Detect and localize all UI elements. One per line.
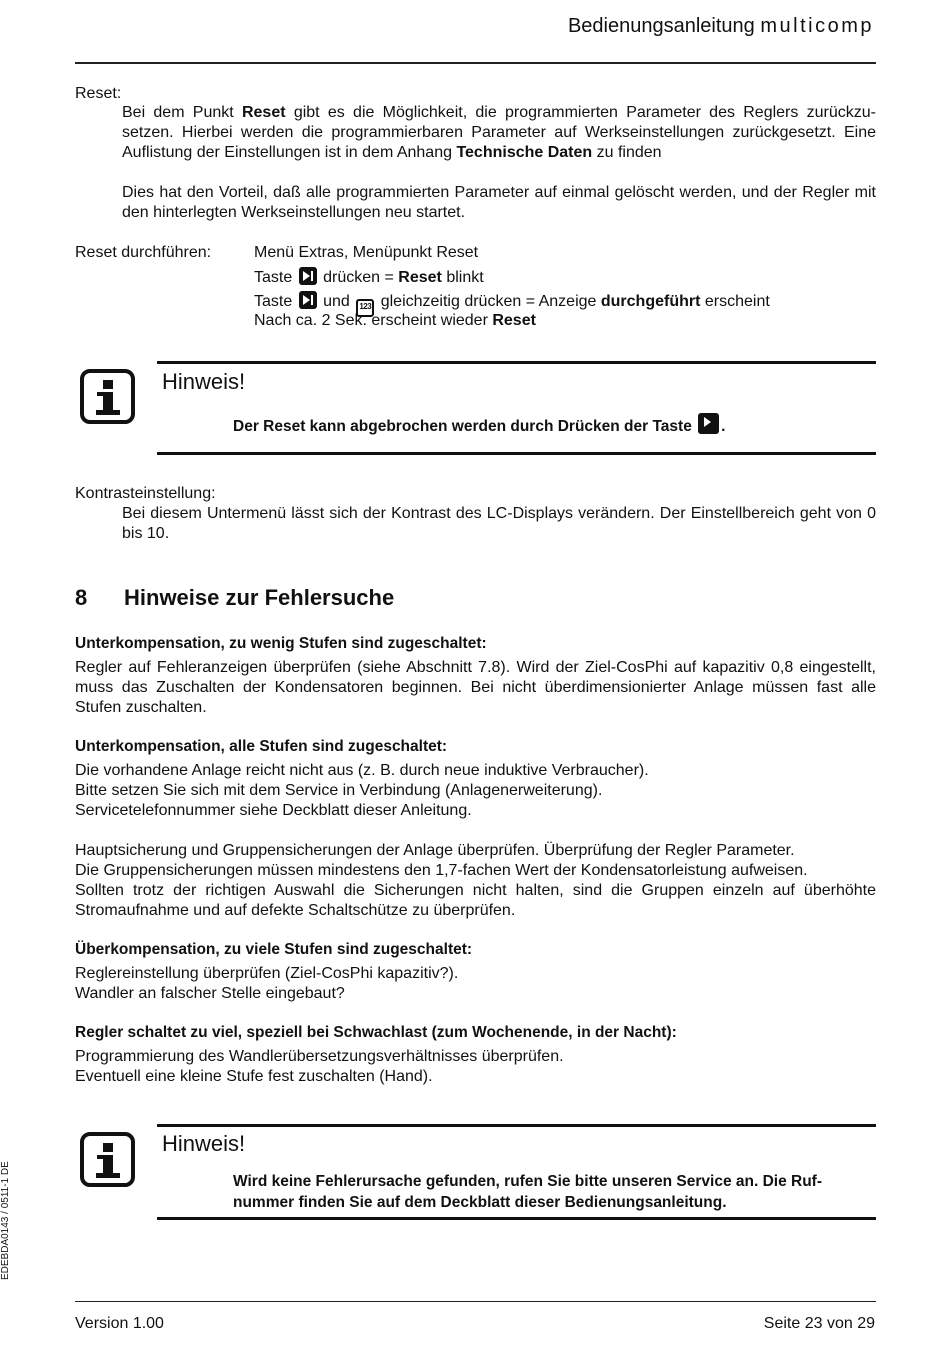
fault-text: Bitte setzen Sie sich mit dem Service in Verbindung (Anlagenerweiterung).: [75, 782, 603, 799]
fault-text: Reglereinstellung überprüfen (Ziel-CosPhi kapazitiv?).: [75, 965, 459, 982]
section-title: Hinweise zur Fehlersuche: [124, 585, 395, 610]
footer-page-number: Seite 23 von 29: [763, 1315, 875, 1332]
fault-text: Hauptsicherung und Gruppensicherungen der Anlage überprüfen. Überprüfung der Regler Parameter.: [75, 842, 795, 859]
reset-paragraph-2: Dies hat den Vorteil, daß alle programmierten Parameter auf einmal gelöscht werden, und der Regler mit den hinterlegten Werkseinstellungen neu startet.: [122, 184, 876, 221]
procedure-step-4: Nach ca. 2 Sek. erscheint wieder Reset: [254, 312, 536, 329]
skip-forward-key-icon: [299, 291, 317, 309]
reset-paragraph-1: Bei dem Punkt Reset gibt es die Möglichkeit, die programmierten Parameter des Reglers zurückzu-setzen. Hierbei werden die programmierbaren Parameter auf Werkseinstellungen zurückgesetzt. Eine Auflistung der Einstellungen ist in dem Anhang Technische Daten zu finden: [122, 104, 877, 161]
hint-text: Der Reset kann abgebrochen werden durch Drücken der Taste .: [233, 413, 873, 437]
reset-label: Reset:: [75, 85, 122, 102]
footer-rule: [75, 1301, 876, 1302]
info-icon: [80, 1132, 135, 1187]
fault-text: Die Gruppensicherungen müssen mindestens den 1,7-fachen Wert der Kondensatorleistung aufweisen.: [75, 862, 808, 879]
fault-text: Wandler an falscher Stelle eingebaut?: [75, 985, 345, 1002]
fault-text: Regler auf Fehleranzeigen überprüfen (siehe Abschnitt 7.8). Wird der Ziel-CosPhi auf kapazitiv 0,8 eingestellt, muss das Zuschalten der Kondensatoren beginnen. Bei nicht überdimensionierter Anlage müssen fast alle Stufen zuschalten.: [75, 659, 876, 716]
fault-heading: Unterkompensation, zu wenig Stufen sind zugeschaltet:: [75, 635, 487, 652]
fault-text: Eventuell eine kleine Stufe fest zuschalten (Hand).: [75, 1068, 433, 1085]
skip-forward-key-icon: [299, 267, 317, 285]
section-heading: [75, 585, 394, 611]
hint-top-rule: [157, 1124, 876, 1127]
play-key-icon: [698, 413, 719, 434]
fault-heading: Überkompensation, zu viele Stufen sind zugeschaltet:: [75, 941, 473, 958]
procedure-label: Reset durchführen:: [75, 244, 212, 261]
hint-top-rule: [157, 361, 876, 364]
info-icon: [80, 369, 135, 424]
hint-text: Wird keine Fehlerursache gefunden, rufen Sie bitte unseren Service an. Die Ruf-nummer finden Sie auf dem Deckblatt dieser Bedienungsanleitung.: [233, 1173, 823, 1211]
header-title: [568, 14, 874, 38]
fault-text: Sollten trotz der richtigen Auswahl die Sicherungen nicht halten, sind die Gruppen einzeln auf überhöhte Stromaufnahme und auf defekte Schaltschütze zu überprüfen.: [75, 882, 876, 919]
header-title-prefix: Bedienungsanleitung: [567, 15, 761, 37]
procedure-step-2: Taste drücken = Reset blinkt: [254, 269, 484, 286]
contrast-text: Bei diesem Untermenü lässt sich der Kontrast des LC-Displays verändern. Der Einstellbereich geht von 0 bis 10.: [122, 505, 876, 542]
header-title-product: multicomp: [760, 15, 874, 37]
fault-text: Servicetelefonnummer siehe Deckblatt dieser Anleitung.: [75, 802, 472, 819]
procedure-step-1: Menü Extras, Menüpunkt Reset: [254, 244, 479, 261]
fault-text: Programmierung des Wandlerübersetzungsverhältnisses überprüfen.: [75, 1048, 564, 1065]
fault-heading: Regler schaltet zu viel, speziell bei Schwachlast (zum Wochenende, in der Nacht):: [75, 1024, 677, 1041]
fault-text: Die vorhandene Anlage reicht nicht aus (z. B. durch neue induktive Verbraucher).: [75, 762, 649, 779]
header-rule: [75, 62, 876, 64]
number-key-icon: 123: [356, 299, 374, 317]
hint-title: Hinweis!: [162, 1131, 246, 1156]
document-code: EDEBDA0143 / 0511-1 DE: [0, 1161, 11, 1280]
footer-version: Version 1.00: [75, 1315, 164, 1332]
section-number: 8: [75, 585, 88, 610]
hint-bottom-rule: [157, 452, 876, 455]
procedure-step-3: Taste und 123 gleichzeitig drücken = Anzeige durchgeführt erscheint: [254, 291, 770, 317]
hint-bottom-rule: [157, 1217, 876, 1220]
contrast-label: Kontrasteinstellung:: [75, 485, 216, 502]
hint-title: Hinweis!: [162, 369, 246, 394]
fault-heading: Unterkompensation, alle Stufen sind zugeschaltet:: [75, 738, 448, 755]
